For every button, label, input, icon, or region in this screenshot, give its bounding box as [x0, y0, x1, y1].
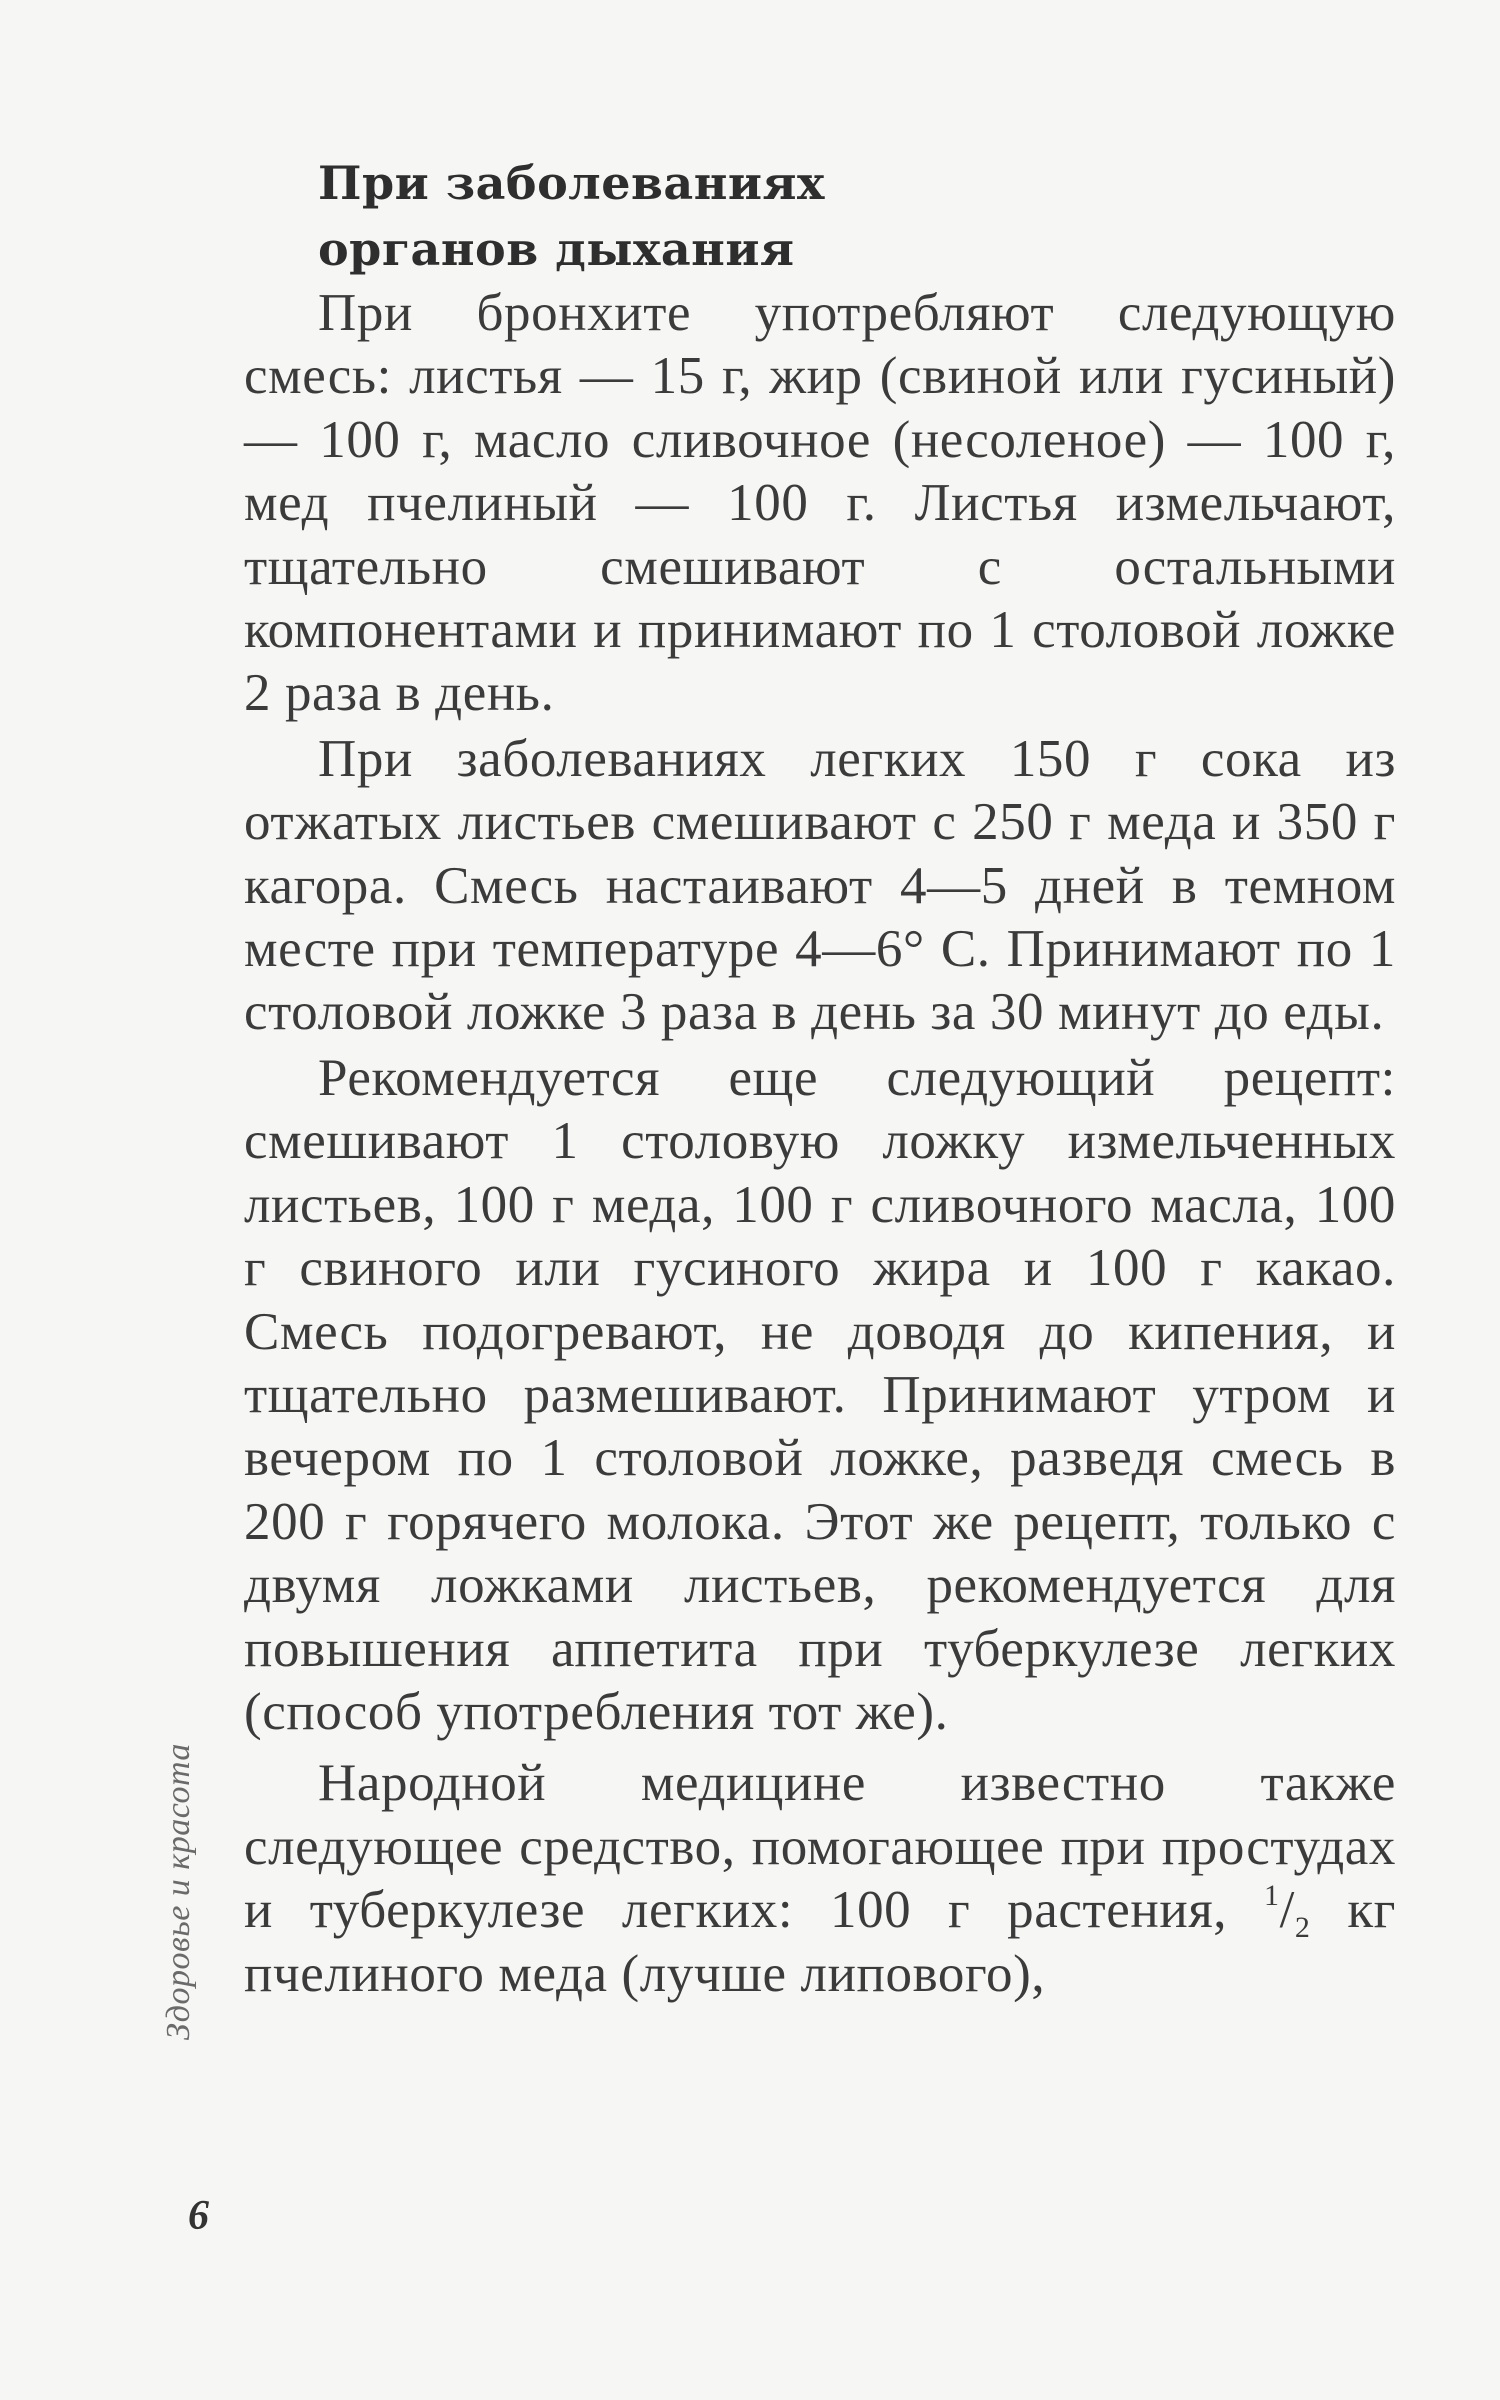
fraction-one-half [1263, 1879, 1311, 1945]
fraction-slash: / [1279, 1881, 1295, 1940]
paragraph-folk-medicine-start: Народной медицине известно также следующее средство, помогающее при простудах и туберкулезе легких: 100 г растения, [244, 1754, 1396, 1940]
body-text [244, 282, 1396, 2008]
fraction-denominator: 2 [1294, 1911, 1311, 1945]
fraction-numerator: 1 [1263, 1879, 1280, 1913]
section-heading-line-2: органов дыхания [318, 222, 795, 276]
paragraph-bronchitis: При бронхите употребляют следующую смесь: листья — 15 г, жир (свиной или гусиный) — 100 г, масло сливочное (несоленое) — 100 г, мед пчелиный — 100 г. Листья измельчают, тщательно смешивают с остальными компонентами и принимают по 1 столовой ложке 2 раза в день. [244, 284, 1396, 723]
section-heading [318, 150, 1318, 282]
paragraph-folk-medicine [244, 1752, 1396, 2006]
paragraph-lung-diseases: При заболеваниях легких 150 г сока из отжатых листьев смешивают с 250 г меда и 350 г кагора. Смесь настаивают 4—5 дней в темном месте при температуре 4—6° С. Принимают по 1 столовой ложке 3 раза в день за 30 минут до еды. [244, 729, 1396, 1042]
page-number: 6 [188, 2193, 209, 2239]
running-title-vertical: Здоровье и красота [160, 1743, 197, 2040]
section-heading-line-1: При заболеваниях [318, 156, 825, 210]
paragraph-recipe: Рекомендуется еще следующий рецепт: смешивают 1 столовую ложку измельченных листьев, 100 г меда, 100 г сливочного масла, 100 г свиного или гусиного жира и 100 г какао. Смесь подогревают, не доводя до кипения, и тщательно размешивают. Принимают утром и вечером по 1 столовой ложке, разведя смесь в 200 г горячего молока. Этот же рецепт, только с двумя ложками листьев, рекомендуется для повышения аппетита при туберкулезе легких (способ употребления тот же). [244, 1048, 1396, 1741]
paragraph-folk-medicine-end: кг пчелиного меда (лучше липового), [244, 1881, 1397, 2003]
